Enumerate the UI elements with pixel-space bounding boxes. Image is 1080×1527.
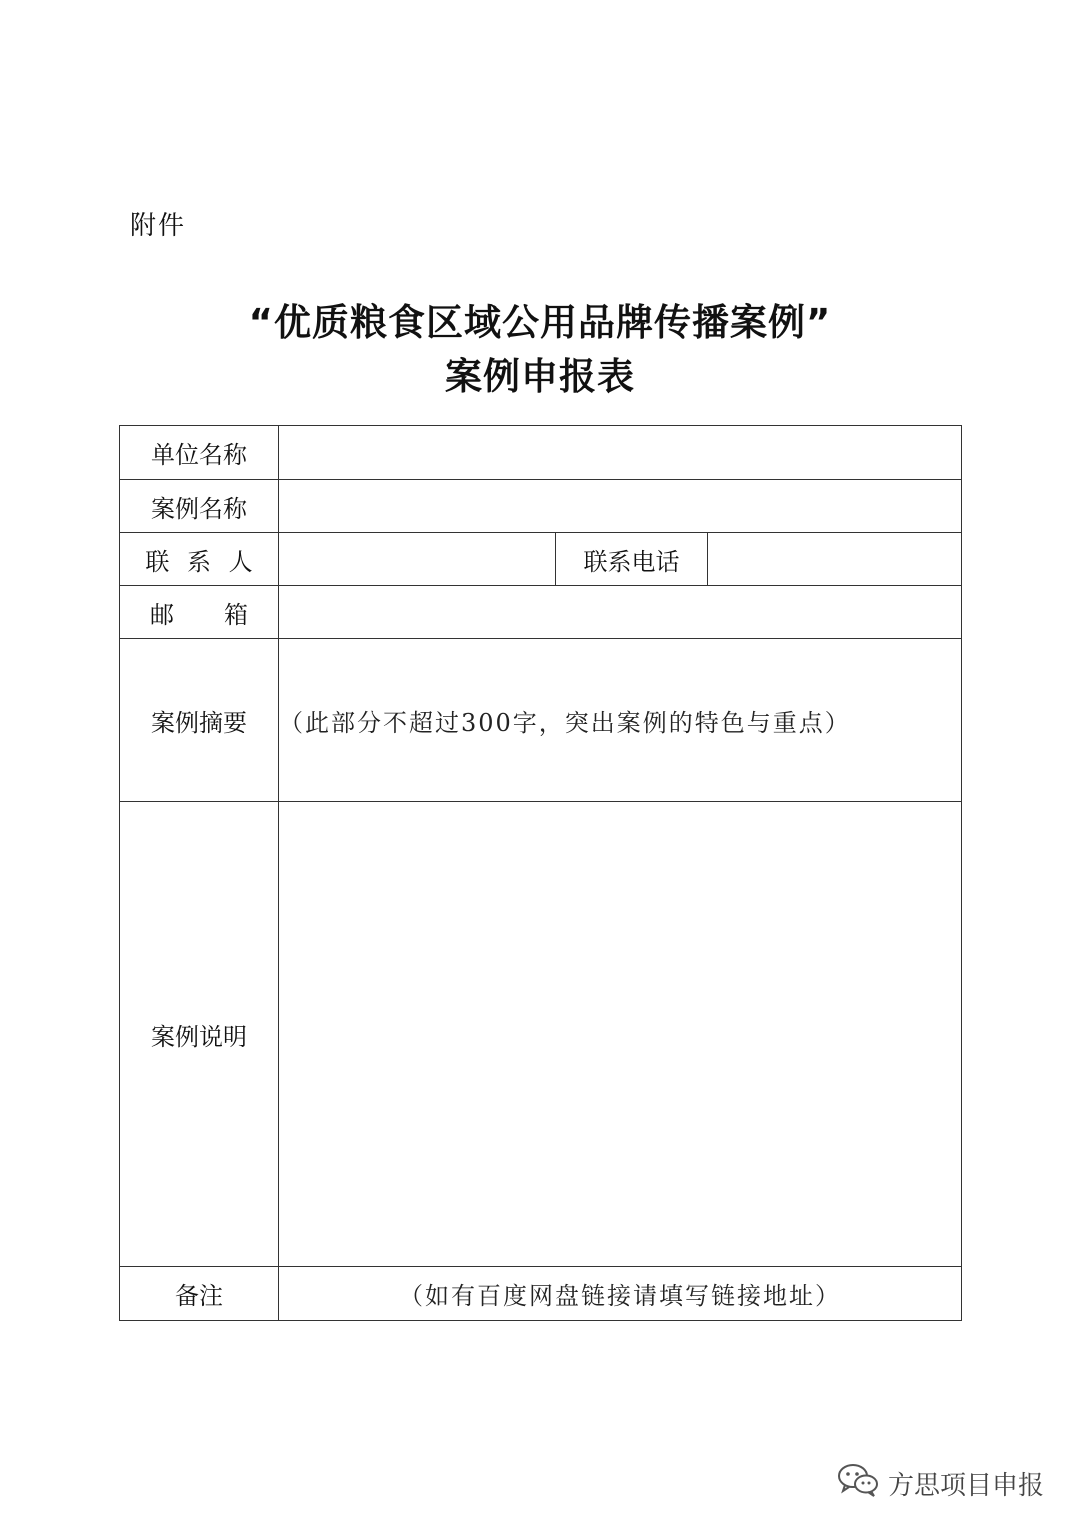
row-description — [120, 802, 962, 1267]
description-label: 案例说明 — [120, 802, 279, 1267]
row-case-name — [120, 480, 962, 533]
unit-name-field[interactable] — [279, 426, 962, 480]
case-name-field[interactable] — [279, 480, 962, 533]
row-email — [120, 586, 962, 639]
unit-name-label: 单位名称 — [120, 426, 279, 480]
attachment-label: 附件 — [130, 211, 187, 241]
application-form-table — [119, 425, 962, 1321]
row-summary — [120, 639, 962, 802]
watermark-text: 方思项目申报 — [887, 1471, 1044, 1501]
email-field[interactable] — [279, 586, 962, 639]
case-name-label: 案例名称 — [120, 480, 279, 533]
email-label-b: 箱 — [224, 600, 248, 629]
remark-field[interactable]: （如有百度网盘链接请填写链接地址） — [279, 1267, 962, 1321]
wechat-icon — [836, 1462, 880, 1505]
form-title-line2: 案例申报表 — [445, 355, 635, 398]
description-field[interactable] — [279, 802, 962, 1267]
phone-field[interactable] — [708, 533, 962, 586]
summary-label: 案例摘要 — [120, 639, 279, 802]
summary-field[interactable]: （此部分不超过300字，突出案例的特色与重点） — [279, 639, 962, 802]
remark-label: 备注 — [120, 1267, 279, 1321]
contact-field[interactable] — [279, 533, 556, 586]
row-contact — [120, 533, 962, 586]
watermark — [836, 1462, 1044, 1505]
phone-label: 联系电话 — [556, 533, 708, 586]
email-label — [120, 586, 279, 639]
email-label-a: 邮 — [150, 600, 174, 629]
row-remark — [120, 1267, 962, 1321]
row-unit-name — [120, 426, 962, 480]
contact-label: 联 系 人 — [120, 533, 279, 586]
form-title-line1: “优质粮食区域公用品牌传播案例” — [248, 301, 832, 344]
